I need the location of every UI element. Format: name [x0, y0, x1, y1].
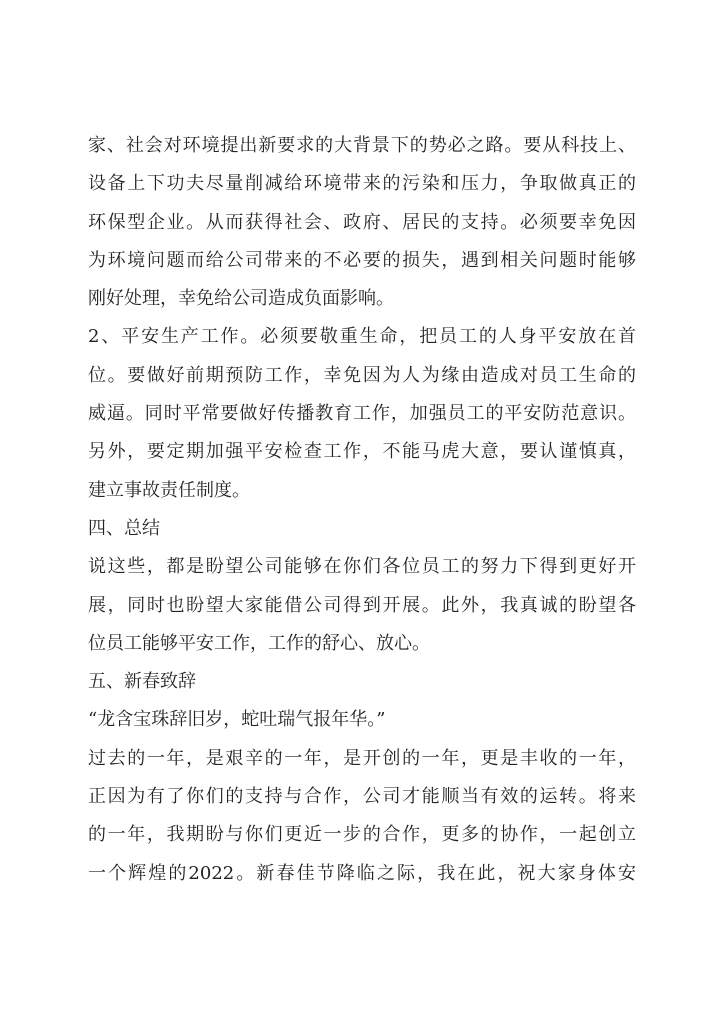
text-line: 过去的一年，是艰辛的一年，是开创的一年，更是丰收的一年，	[88, 747, 636, 769]
text-line: 设备上下功夫尽量削减给环境带来的污染和压力，争取做真正的	[88, 173, 636, 195]
text-line: 位。要做好前期预防工作，幸免因为人为缘由造成对员工生命的	[88, 364, 636, 386]
text-line: 为环境问题而给公司带来的不必要的损失，遇到相关问题时能够	[88, 249, 636, 271]
text-line: 家、社会对环境提出新要求的大背景下的势必之路。要从科技上、	[88, 135, 636, 156]
text-line: 一个辉煌的2022。新春佳节降临之际，我在此，祝大家身体安	[88, 862, 636, 884]
text-line: 展，同时也盼望大家能借公司得到开展。此外，我真诚的盼望各	[88, 594, 636, 616]
text-line: 的一年，我期盼与你们更近一步的合作，更多的协作，一起创立	[88, 824, 636, 846]
text-line: 建立事故责任制度。	[88, 479, 250, 501]
document-body	[88, 127, 636, 893]
text-line: 环保型企业。从而获得社会、政府、居民的支持。必须要幸免因	[88, 211, 636, 233]
text-line: 威逼。同时平常要做好传播教育工作，加强员工的平安防范意识。	[88, 403, 636, 425]
text-line: 正因为有了你们的支持与合作，公司才能顺当有效的运转。将来	[88, 786, 636, 808]
quote-line: “龙含宝珠辞旧岁，蛇吐瑞气报年华。”	[88, 709, 386, 731]
text-line: 位员工能够平安工作，工作的舒心、放心。	[88, 632, 430, 654]
text-line: 另外，要定期加强平安检查工作，不能马虎大意，要认谨慎真，	[88, 441, 636, 463]
section-heading: 四、总结	[88, 517, 160, 539]
text-line: 刚好处理，幸免给公司造成负面影响。	[88, 288, 394, 310]
text-line: 说这些，都是盼望公司能够在你们各位员工的努力下得到更好开	[88, 556, 636, 578]
section-heading: 五、新春致辞	[88, 671, 196, 693]
text-line: 2、平安生产工作。必须要敬重生命，把员工的人身平安放在首	[88, 326, 636, 348]
